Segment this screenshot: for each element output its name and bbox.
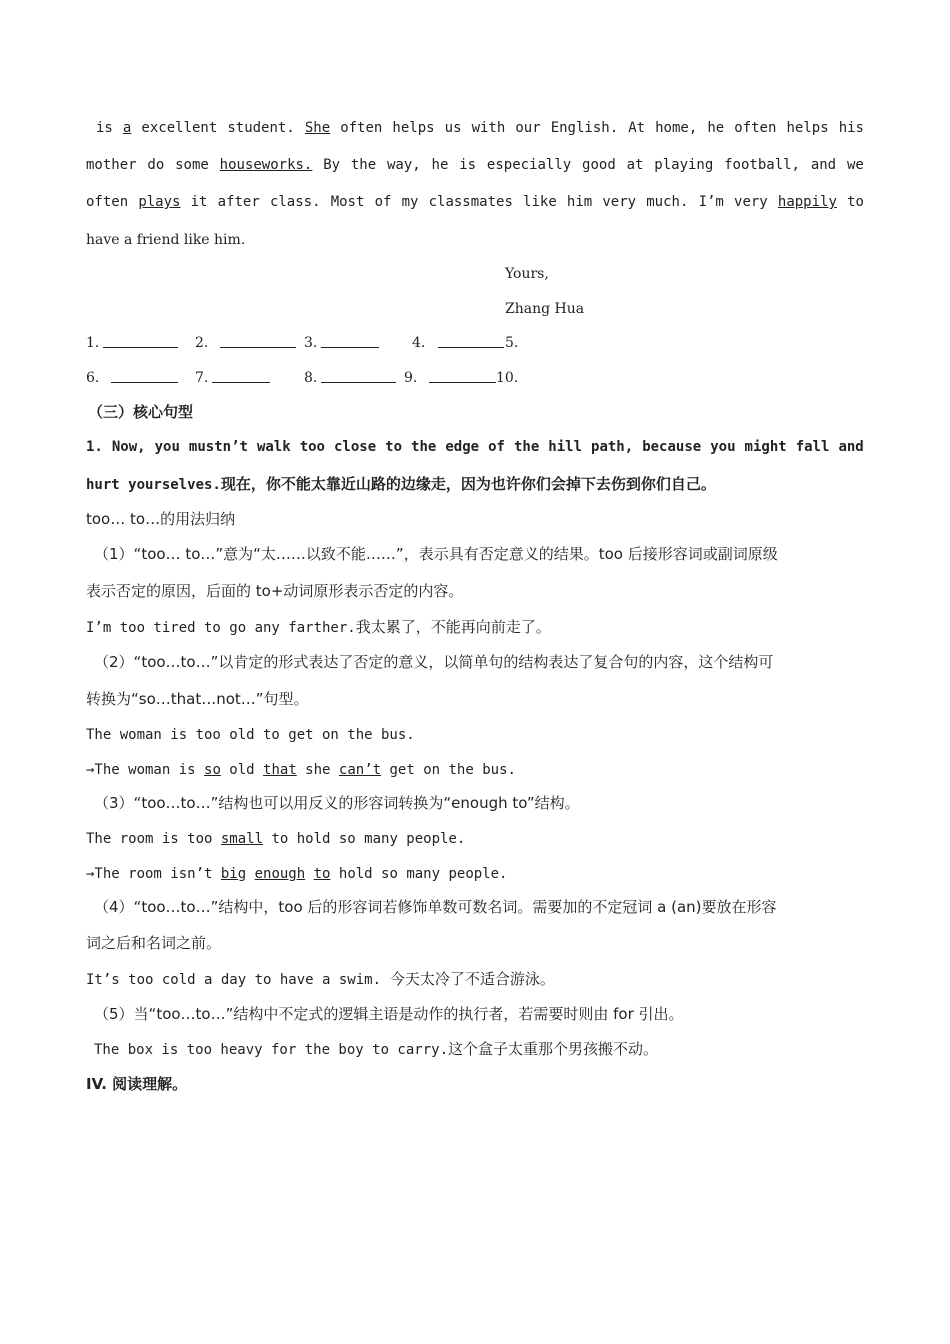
letter-line-3 (86, 192, 864, 212)
word: especially (486, 157, 572, 173)
word: happily (777, 194, 837, 210)
word: way, (387, 157, 421, 173)
word: edge (445, 439, 480, 455)
point-1-example (86, 617, 551, 638)
word: we (846, 157, 864, 173)
word: the (513, 439, 540, 455)
point-3-example-2 (86, 864, 507, 884)
underlined-word: small (220, 831, 264, 847)
word: at (626, 157, 644, 173)
word: hill (548, 439, 582, 455)
text-run: →The room isn’t (86, 866, 221, 882)
word: he (707, 120, 725, 136)
point-4-example-en: It’s too cold a day to have a swim. (86, 972, 382, 988)
word: playing (654, 157, 714, 173)
point-1-line-2: 表示否定的原因，后面的 to+动词原形表示否定的内容。 (86, 582, 464, 600)
word: helps (786, 120, 829, 136)
sentence-1-en: hurt yourselves. (86, 477, 221, 493)
answer-blank[interactable] (429, 368, 496, 383)
word: us (444, 120, 462, 136)
blank-label: 8. (304, 370, 318, 386)
underlined-word: enough (254, 866, 306, 882)
word: often (86, 194, 129, 210)
word: mother (86, 157, 137, 173)
point-5-example-en: The box is too heavy for the boy to carry. (94, 1042, 449, 1058)
word: the (411, 439, 437, 455)
point-2-example-1: The woman is too old to get on the bus. (86, 727, 415, 743)
text-run: old (220, 762, 264, 778)
point-1-example-zh: 我太累了，不能再向前走了。 (355, 618, 551, 636)
underlined-word: to (313, 866, 331, 882)
word: and (810, 157, 837, 173)
answer-blank[interactable] (321, 333, 379, 348)
word: like (523, 194, 557, 210)
word: good (582, 157, 616, 173)
answer-blank[interactable] (103, 333, 178, 348)
sentence-1-line-2 (86, 474, 716, 495)
word: to (847, 194, 864, 210)
blank-label: 5. (505, 335, 519, 351)
word: Now, (111, 439, 146, 455)
section-title: （三）核心句型 (88, 403, 194, 421)
answer-blank[interactable] (438, 333, 504, 348)
word: plays (138, 194, 181, 210)
word: my (401, 194, 419, 210)
underlined-word: so (204, 762, 221, 778)
text-run (246, 866, 254, 882)
word: too (299, 439, 325, 455)
blank-label: 1. (86, 335, 100, 351)
word: mustn’t (188, 439, 248, 455)
blank-label: 2. (195, 335, 209, 351)
answer-blank[interactable] (212, 368, 270, 383)
word: you (710, 439, 736, 455)
section-iv-title: IV. 阅读理解。 (86, 1075, 188, 1093)
word: home, (655, 120, 698, 136)
usage-title: too… to…的用法归纳 (86, 510, 236, 528)
answer-blank[interactable] (220, 333, 296, 348)
blank-label: 10. (496, 370, 519, 386)
point-5-example-zh: 这个盒子太重那个男孩搬不动。 (448, 1040, 659, 1058)
word: might (744, 439, 787, 455)
point-5-line-1: （5）当“too…to…”结构中不定式的逻辑主语是动作的执行者，若需要时则由 for 引出。 (94, 1005, 684, 1023)
word: to (385, 439, 403, 455)
point-3-example-1 (86, 829, 465, 849)
word: helps (392, 120, 435, 136)
text-run: she (296, 762, 339, 778)
sentence-1-zh: 现在，你不能太靠近山路的边缘走，因为也许你们会掉下去伤到你们自己。 (220, 475, 716, 493)
word: do (147, 157, 165, 173)
word: you (154, 439, 180, 455)
underlined-word: can’t (338, 762, 382, 778)
sentence-1-line-1 (86, 437, 864, 457)
word: football, (724, 157, 800, 173)
word: English. (550, 120, 619, 136)
point-4-line-2: 词之后和名词之前。 (86, 934, 222, 952)
word: path, (591, 439, 634, 455)
word: is (96, 120, 113, 136)
word: of (488, 439, 505, 455)
word: often (340, 120, 383, 136)
word: and (838, 439, 864, 455)
blank-label: 6. (86, 370, 100, 386)
point-1-example-en: I’m too tired to go any farther. (86, 620, 356, 636)
text-run (305, 866, 313, 882)
word: walk (256, 439, 291, 455)
word: after (217, 194, 260, 210)
text-run: get on the bus. (381, 762, 516, 778)
word: some (175, 157, 209, 173)
letter-line-1 (96, 118, 864, 138)
point-2-example-2 (86, 760, 516, 780)
word: is (459, 157, 477, 173)
word: it (190, 194, 208, 210)
point-2-line-1: （2）“too…to…”以肯定的形式表达了否定的意义，以简单句的结构表达了复合句的内容，这个结构可 (94, 653, 774, 671)
word: She (304, 120, 331, 136)
point-2-line-2: 转换为“so…that…not…”句型。 (86, 690, 309, 708)
point-4-line-1: （4）“too…to…”结构中，too 后的形容词若修饰单数可数名词。需要加的不定冠词 a (an)要放在形容 (94, 898, 777, 916)
underlined-word: big (220, 866, 247, 882)
word: fall (795, 439, 830, 455)
letter-closing: Yours, (505, 266, 549, 282)
blank-label: 3. (304, 335, 318, 351)
point-1-line-1: （1）“too… to…”意为“太……以致不能……”，表示具有否定意义的结果。too 后接形容词或副词原级 (94, 545, 778, 563)
text-run: →The woman is (86, 762, 205, 778)
point-4-example-zh: 今天太冷了不适合游泳。 (389, 970, 555, 988)
point-3-line-1: （3）“too…to…”结构也可以用反义的形容词转换为“enough to”结构。 (94, 794, 580, 812)
word: with (471, 120, 506, 136)
text-run: hold so many people. (330, 866, 508, 882)
letter-signature: Zhang Hua (505, 301, 585, 317)
point-5-example (94, 1039, 658, 1060)
word: excellent (141, 120, 218, 136)
word: a (122, 120, 132, 136)
word: because (642, 439, 702, 455)
word: I’m (698, 194, 724, 210)
word: At (628, 120, 646, 136)
blank-label: 7. (195, 370, 209, 386)
point-4-example (86, 969, 555, 990)
text-run: The room is too (86, 831, 221, 847)
word: our (515, 120, 541, 136)
answer-blank[interactable] (111, 368, 178, 383)
underlined-word: that (263, 762, 297, 778)
text-run: to hold so many people. (263, 831, 466, 847)
answer-blank[interactable] (321, 368, 396, 383)
word: very (602, 194, 637, 210)
word: much. (646, 194, 689, 210)
word: By (323, 157, 341, 173)
word: class. (269, 194, 321, 210)
word: student. (227, 120, 295, 136)
word: often (734, 120, 777, 136)
word: classmates (428, 194, 513, 210)
word: close (334, 439, 377, 455)
word: houseworks. (219, 157, 313, 173)
word: very (734, 194, 768, 210)
word: 1. (86, 439, 103, 455)
word: the (350, 157, 377, 173)
word: him (566, 194, 593, 210)
letter-line-2 (86, 155, 864, 175)
word: Most (330, 194, 365, 210)
word: his (838, 120, 864, 136)
word: of (374, 194, 392, 210)
blank-label: 4. (412, 335, 426, 351)
letter-line-4: have a friend like him. (86, 232, 246, 248)
blank-label: 9. (404, 370, 418, 386)
word: he (431, 157, 449, 173)
